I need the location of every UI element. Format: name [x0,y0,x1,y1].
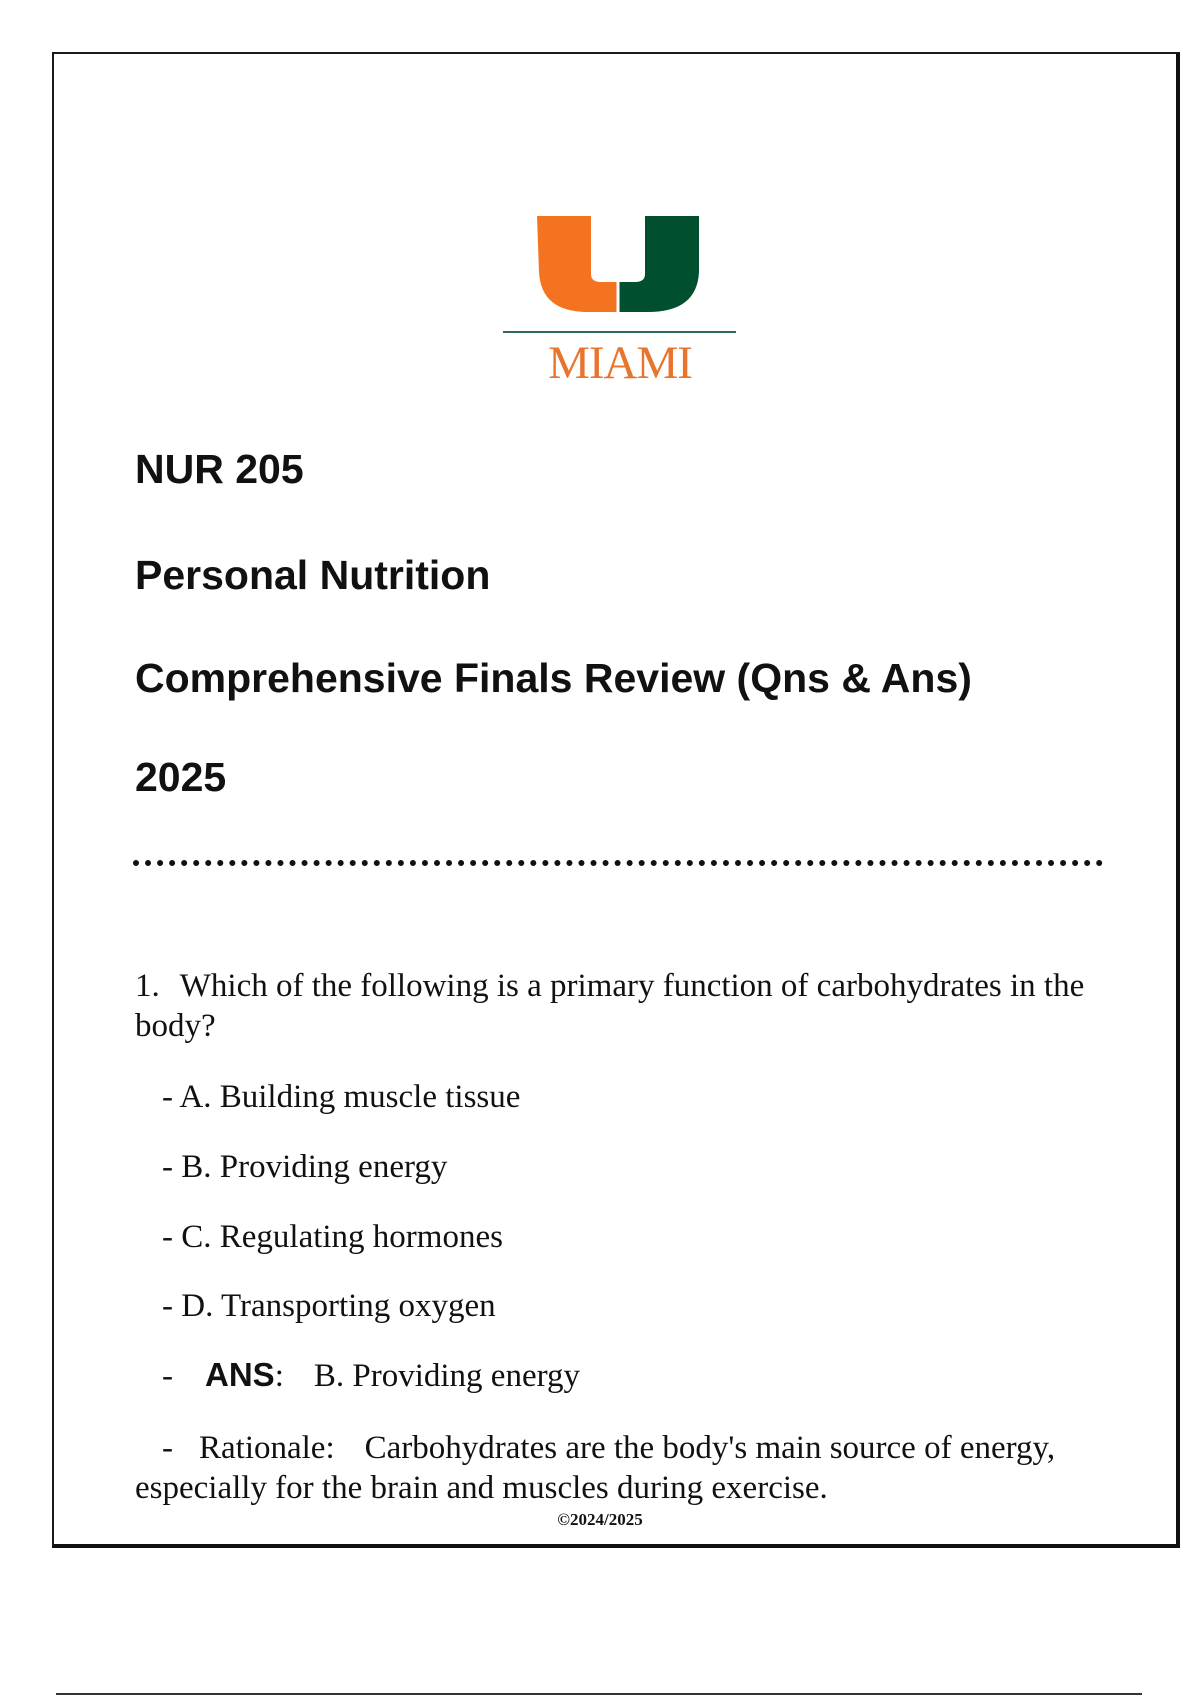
course-code: NUR 205 [135,446,304,492]
document-year: 2025 [135,754,227,800]
question-number: 1. [135,968,160,1004]
answer-prefix: - [162,1358,173,1394]
option-a: - A. Building muscle tissue [162,1079,521,1115]
miami-u-logo [500,210,740,400]
option-c: - C. Regulating hormones [162,1219,503,1255]
course-name: Personal Nutrition [135,552,491,598]
question-text: Which of the following is a primary function of carbohydrates in the body? [135,968,1085,1044]
answer-label: ANS [205,1356,275,1393]
answer-value: B. Providing energy [313,1358,580,1394]
logo-underline [503,331,736,333]
rationale-prefix: - [162,1430,173,1466]
rationale [135,1428,1115,1508]
question-1 [135,966,1095,1046]
answer-colon: : [274,1358,284,1394]
option-b: - B. Providing energy [162,1149,448,1185]
rationale-text: Carbohydrates are the body's main source of energy, especially for the brain and muscles during exercise. [135,1430,1056,1506]
copyright-notice: ©2024/2025 [557,1510,643,1529]
answer-line [162,1355,580,1396]
document-title: Comprehensive Finals Review (Qns & Ans) [135,655,972,701]
dotted-divider [133,860,1103,866]
u-logo-icon [533,210,703,316]
logo-wordmark: MIAMI [548,337,692,389]
rationale-label: Rationale: [199,1430,335,1466]
bottom-rule [56,1693,1142,1695]
option-d: - D. Transporting oxygen [162,1288,496,1324]
